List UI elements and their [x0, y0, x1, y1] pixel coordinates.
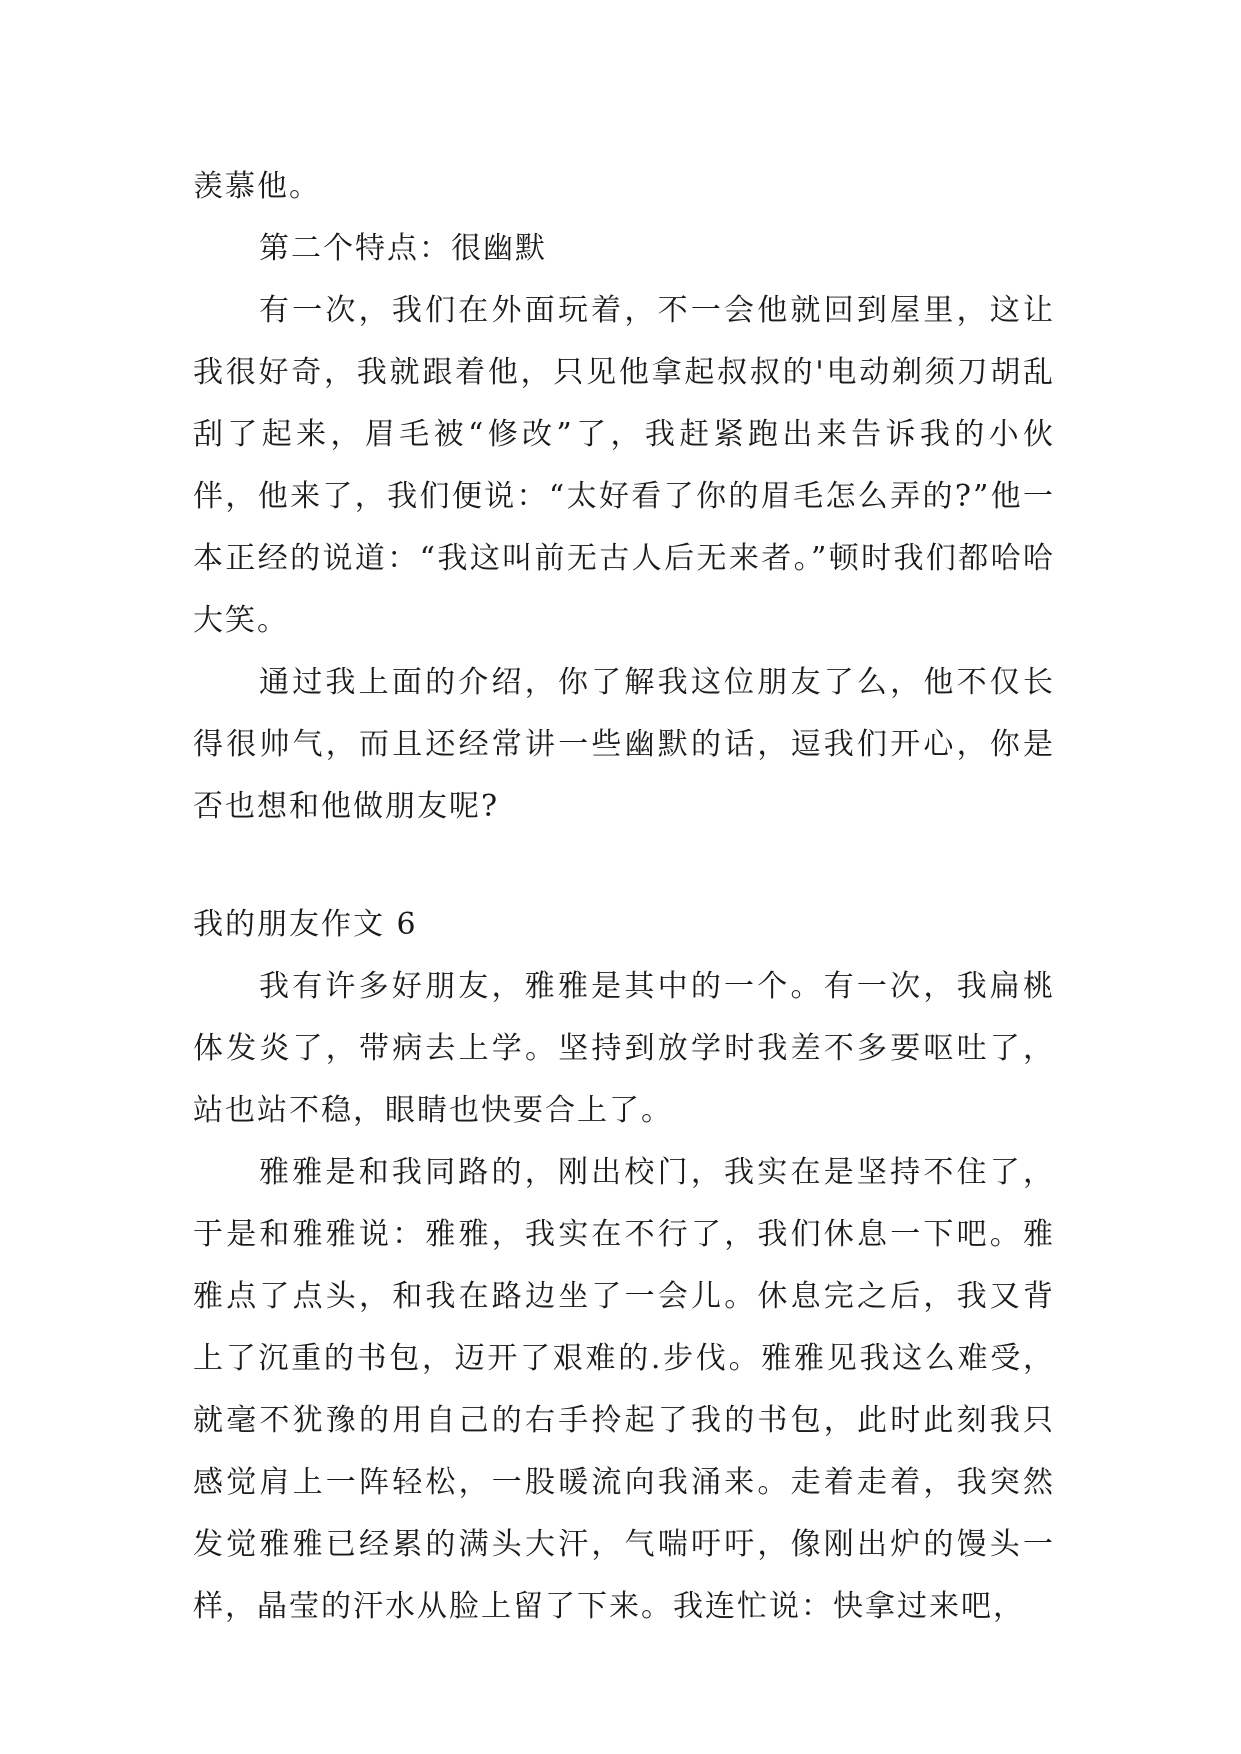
text-column — [193, 156, 1055, 1638]
paragraph-subheading: 第二个特点：很幽默 — [259, 231, 547, 266]
section-title: 我的朋友作文 6 — [193, 907, 418, 942]
paragraph-body: 雅雅是和我同路的，刚出校门，我实在是坚持不住了，于是和雅雅说：雅雅，我实在不行了，我们休息一下吧。雅雅点了点头，和我在路边坐了一会儿。休息完之后，我又背上了沉重的书包，迈开了艰难的.步伐。雅雅见我这么难受，就毫不犹豫的用自己的右手拎起了我的书包，此时此刻我只感觉肩上一阵轻松，一股暖流向我涌来。走着走着，我突然发觉雅雅已经累的满头大汗，气喘吁吁，像刚出炉的馒头一样，晶莹的汗水从脸上留了下来。我连忙说：快拿过来吧， — [193, 1155, 1055, 1624]
paragraph-conclusion: 通过我上面的介绍，你了解我这位朋友了么，他不仅长得很帅气，而且还经常讲一些幽默的话，逗我们开心，你是否也想和他做朋友呢? — [193, 665, 1055, 824]
paragraph-story: 有一次，我们在外面玩着，不一会他就回到屋里，这让我很好奇，我就跟着他，只见他拿起叔叔的'电动剃须刀胡乱刮了起来，眉毛被“修改”了，我赶紧跑出来告诉我的小伙伴，他来了，我们便说：“太好看了你的眉毛怎么弄的?”他一本正经的说道：“我这叫前无古人后无来者。”顿时我们都哈哈大笑。 — [193, 293, 1055, 638]
paragraph-intro: 我有许多好朋友，雅雅是其中的一个。有一次，我扁桃体发炎了，带病去上学。坚持到放学时我差不多要呕吐了，站也站不稳，眼睛也快要合上了。 — [193, 969, 1055, 1128]
paragraph-continuation: 羡慕他。 — [193, 169, 321, 204]
